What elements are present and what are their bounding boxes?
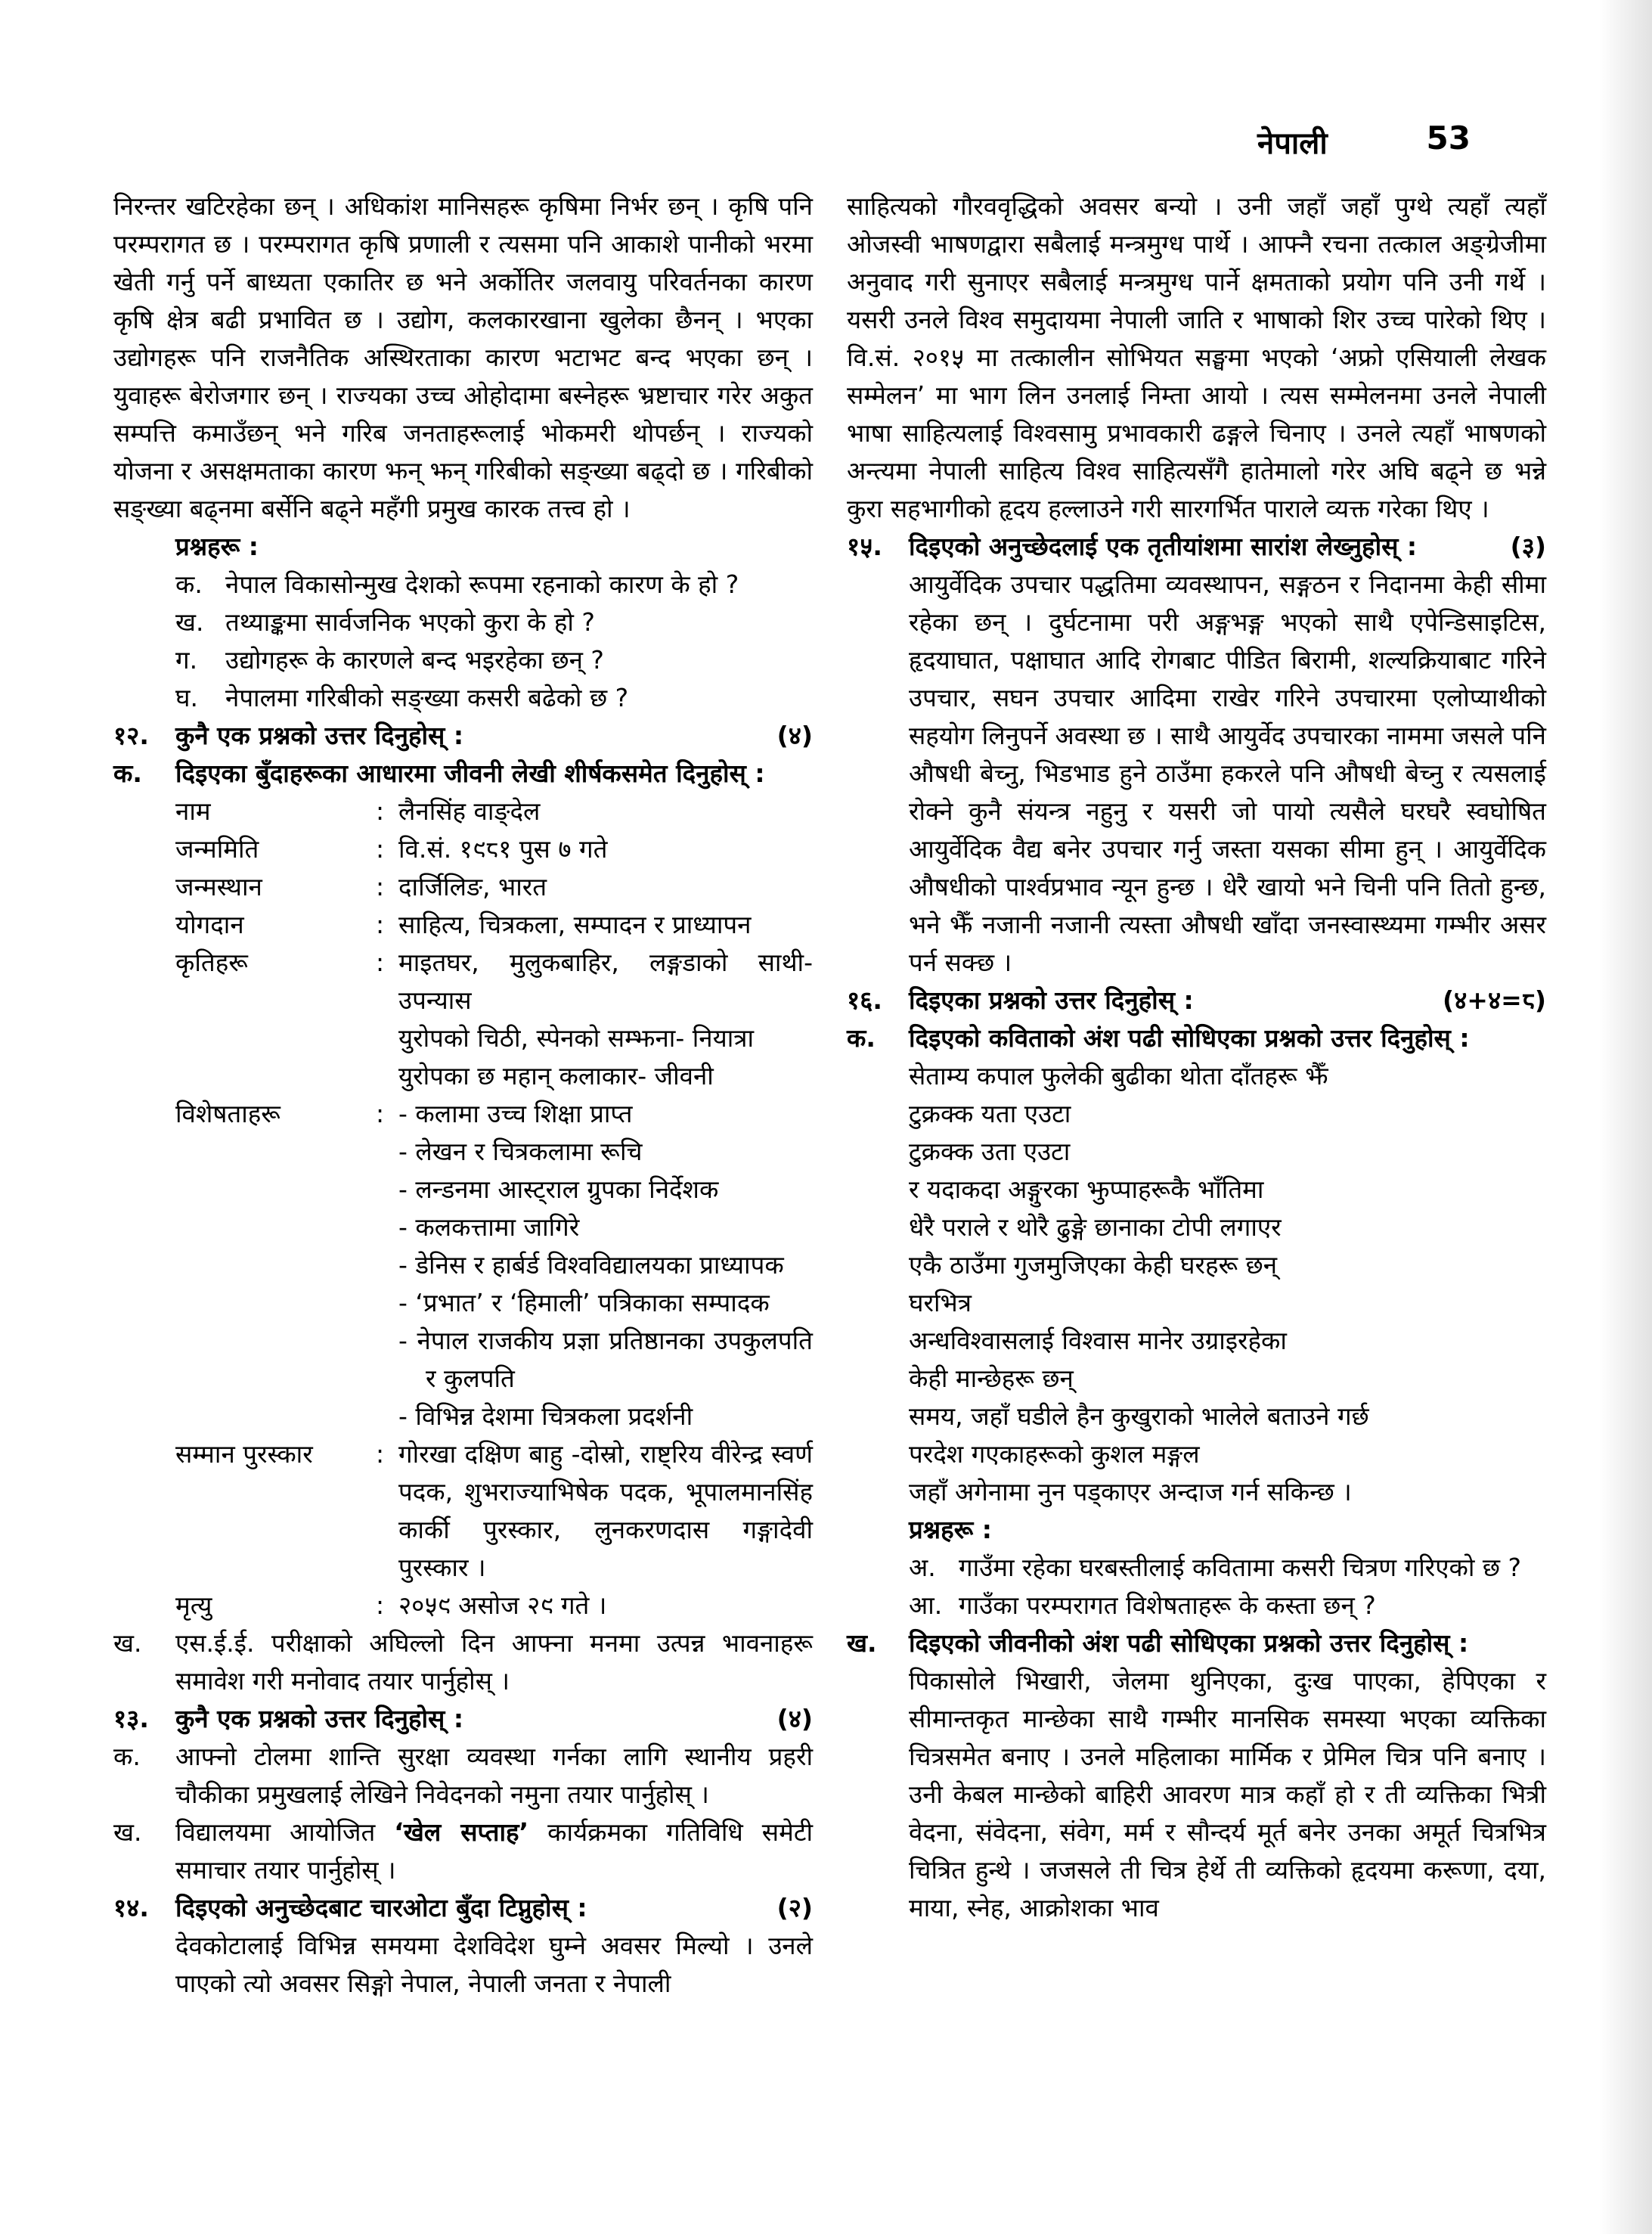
question-13-heading [113, 1700, 813, 1738]
question-12-heading [113, 717, 813, 755]
bio-value [398, 1587, 813, 1624]
bio-colon: : [376, 1590, 385, 1620]
question-marker: ग. [175, 645, 198, 675]
bio-value-line: वि.सं. १९८१ पुस ७ गते [398, 834, 608, 864]
bio-value-line: - नेपाल राजकीय प्रज्ञा प्रतिष्ठानका उपकुलपति र कुलपति [398, 1326, 813, 1393]
poem-line: सेताम्य कपाल फुलेकी बुढीका थोता दाँतहरू झैँ [909, 1061, 1328, 1091]
bio-value-line: दार्जिलिङ, भारत [398, 872, 547, 901]
question-marker: ख. [113, 1628, 142, 1658]
question-number: १६. [847, 985, 882, 1015]
question-12a-heading [113, 755, 813, 793]
bio-value-line: २०५९ असोज २९ गते । [398, 1590, 607, 1620]
bio-label: नाम [175, 796, 211, 826]
question-title: कुनै एक प्रश्नको उत्तर दिनुहोस् : [175, 1704, 464, 1733]
question-text-bold-segment: ‘खेल सप्ताह’ [394, 1817, 529, 1847]
bio-value-line: - विभिन्न देशमा चित्रकला प्रदर्शनी [398, 1401, 693, 1431]
question-number: १२. [113, 721, 149, 750]
bio-row-works [113, 944, 813, 1095]
page-number: 53 [1426, 119, 1471, 157]
question-marker: अ. [909, 1553, 936, 1582]
bio-value-line: साहित्य, चित्रकला, सम्पादन र प्राध्यापन [398, 910, 752, 939]
bio-value [398, 1435, 813, 1587]
left-column [113, 188, 813, 2003]
bio-label: कृतिहरू [175, 948, 248, 977]
passage-paragraph: पिकासोले भिखारी, जेलमा थुनिएका, दुःख पाएका, हेपिएका र सीमान्तकृत मान्छेका साथै गम्भीर मानसिक समस्या भएका व्यक्तिका चित्रसमेत बनाए । उनले महिलाका मार्मिक र प्रेमिल चित्र पनि बनाए । उनी केबल मान्छेको बाहिरी आवरण मात्र कहाँ हो र ती व्यक्तिका भित्री वेदना, संवेदना, संवेग, मर्म र सौन्दर्य मूर्त बनेर उनका अमूर्त चित्रभित्र चित्रित हुन्थे । जजसले ती चित्र हेर्थे ती व्यक्तिको हृदयमा करूणा, दया, माया, स्नेह, आक्रोशका भाव [909, 1666, 1546, 1922]
bio-value-line: - कलकत्तामा जागिरे [398, 1212, 580, 1242]
questions-label: प्रश्नहरू : [909, 1515, 992, 1544]
bio-value-line: युरोपका छ महान् कलाकार- जीवनी [398, 1061, 714, 1091]
question-16a-heading [847, 1019, 1546, 1057]
bio-value [398, 868, 813, 906]
question-number: १४. [113, 1893, 149, 1922]
subject-title: नेपाली [1257, 126, 1328, 161]
question-text: नेपाल विकासोन्मुख देशको रूपमा रहनाको कारण के हो ? [225, 569, 739, 599]
question-marks: (४) [776, 1704, 813, 1733]
question-marks: (४+४=८) [1443, 985, 1546, 1015]
question-text: नेपालमा गरिबीको सङ्ख्या कसरी बढेको छ ? [225, 683, 629, 712]
question-14-heading [113, 1889, 813, 1927]
question-text: गाउँमा रहेका घरबस्तीलाई कवितामा कसरी चित्रण गरिएको छ ? [959, 1553, 1522, 1582]
question-text-segment: कार्यक्रमका गतिविधि समेटी समाचार तयार पार्नुहोस् । [175, 1817, 813, 1885]
question-13b-item [113, 1814, 813, 1889]
question-title: दिइएका प्रश्नको उत्तर दिनुहोस् : [909, 985, 1194, 1015]
question-title: दिइएको अनुच्छेदबाट चारओटा बुँदा टिप्नुहोस् : [175, 1893, 587, 1922]
bio-value [398, 944, 813, 1095]
question-item-gha [113, 679, 813, 717]
question-title: दिइएको अनुच्छेदलाई एक तृतीयांशमा सारांश लेख्नुहोस् : [909, 532, 1418, 561]
bio-colon: : [376, 1099, 385, 1128]
two-column-layout [113, 188, 1546, 2003]
bio-value-line: माइतघर, मुलुकबाहिर, लङ्गडाको साथी- उपन्यास [398, 948, 813, 1015]
bio-label: योगदान [175, 910, 244, 939]
question-marker: ख. [847, 1628, 877, 1658]
bio-label: मृत्यु [175, 1590, 212, 1620]
question-title: दिइएको जीवनीको अंश पढी सोधिएका प्रश्नको उत्तर दिनुहोस् : [909, 1628, 1469, 1658]
bio-colon: : [376, 910, 385, 939]
question-marker: ख. [175, 607, 204, 637]
question-text-segment: विद्यालयमा आयोजित [175, 1817, 395, 1847]
question-marker: क. [113, 759, 142, 788]
question-marker: घ. [175, 683, 198, 712]
question-marker: क. [113, 1742, 141, 1771]
question-marks: (२) [776, 1893, 813, 1922]
question-12b-item [113, 1624, 813, 1700]
question-text: आफ्नो टोलमा शान्ति सुरक्षा व्यवस्था गर्नका लागि स्थानीय प्रहरी चौकीका प्रमुखलाई लेखिने निवेदनको नमुना तयार पार्नुहोस् । [175, 1742, 813, 1809]
bio-colon: : [376, 948, 385, 977]
question-16b-heading [847, 1624, 1546, 1662]
poem-line: परदेश गएकाहरूको कुशल मङ्गल [909, 1439, 1200, 1469]
poem-line: टुक्रक्क उता एउटा [909, 1137, 1071, 1166]
bio-colon: : [376, 872, 385, 901]
question-marker: क. [175, 569, 203, 599]
bio-value-line: - कलामा उच्च शिक्षा प्राप्त [398, 1099, 633, 1128]
question-marks: (३) [1510, 532, 1546, 561]
bio-colon: : [376, 796, 385, 826]
question-marker: आ. [909, 1590, 943, 1620]
page-header [113, 113, 1546, 174]
bio-value [398, 793, 813, 830]
question-text: एस.ई.ई. परीक्षाको अघिल्लो दिन आफ्ना मनमा उत्पन्न भावनाहरू समावेश गरी मनोवाद तयार पार्नुहोस् । [175, 1628, 813, 1696]
bio-label: सम्मान पुरस्कार [175, 1439, 313, 1469]
question-marks: (४) [776, 721, 813, 750]
bio-value-line: गोरखा दक्षिण बाहु -दोस्रो, राष्ट्रिय वीरेन्द्र स्वर्ण पदक, शुभराज्याभिषेक पदक, भूपालमानसिंह कार्की पुरस्कार, लुनकरणदास गङ्गादेवी पुरस्कार । [398, 1439, 813, 1582]
question-15-heading [847, 528, 1546, 566]
bio-row-features [113, 1095, 813, 1435]
poem-line: धेरै पराले र थोरै ढुङ्गे छानाका टोपी लगाएर [909, 1212, 1282, 1242]
sub-question-a [847, 1549, 1546, 1587]
question-title: कुनै एक प्रश्नको उत्तर दिनुहोस् : [175, 721, 464, 750]
poem-line: जहाँ अगेनामा नुन पड्काएर अन्दाज गर्न सकिन्छ । [909, 1477, 1352, 1506]
bio-value-line: - डेनिस र हार्बर्ड विश्वविद्यालयका प्राध्यापक [398, 1250, 784, 1280]
bio-label: जन्मस्थान [175, 872, 262, 901]
questions-label: प्रश्नहरू : [175, 532, 259, 561]
poem-line: केही मान्छेहरू छन् [909, 1364, 1074, 1393]
poem-line: अन्धविश्वासलाई विश्वास मानेर उग्राइरहेका [909, 1326, 1287, 1355]
passage-paragraph: आयुर्वेदिक उपचार पद्धतिमा व्यवस्थापन, सङ्गठन र निदानमा केही सीमा रहेका छन् । दुर्घटनामा परी अङ्गभङ्ग भएको साथै एपेन्डिसाइटिस, हृदयाघात, पक्षाघात आदि रोगबाट पीडित बिरामी, शल्यक्रियाबाट गरिने उपचार, सघन उपचार आदिमा राखेर गरिने उपचारमा एलोप्याथीको सहयोग लिनुपर्ने अवस्था छ । साथै आयुर्वेद उपचारका नाममा जसले पनि औषधी बेच्नु, भिडभाड हुने ठाउँमा हकरले पनि औषधी बेच्नु र त्यसलाई रोक्ने कुनै संयन्त्र नहुनु र यसरी जो पायो त्यसैले घरघरै स्वघोषित आयुर्वेदिक वैद्य बनेर उपचार गर्नु जस्ता यसका सीमा हुन् । आयुर्वेदिक औषधीको पार्श्वप्रभाव न्यून हुन्छ । धेरै खायो भने चिनी पनि तितो हुन्छ, भने झैँ नजानी नजानी त्यस्ता औषधी खाँदा जनस्वास्थ्यमा गम्भीर असर पर्न सक्छ । [909, 569, 1546, 977]
bio-colon: : [376, 1439, 385, 1469]
bio-value [398, 906, 813, 944]
question-text: तथ्याङ्कमा सार्वजनिक भएको कुरा के हो ? [225, 607, 595, 637]
poem-block [847, 1057, 1546, 1511]
bio-row-birthplace [113, 868, 813, 906]
question-marker: ख. [113, 1817, 142, 1847]
question-number: १३. [113, 1704, 149, 1733]
bio-value-line: - लेखन र चित्रकलामा रूचि [398, 1137, 643, 1166]
bio-label: जन्ममिति [175, 834, 259, 864]
bio-label: विशेषताहरू [175, 1099, 280, 1128]
question-number: १५. [847, 532, 882, 561]
bio-row-contribution [113, 906, 813, 944]
question-text: उद्योगहरू के कारणले बन्द भइरहेका छन् ? [225, 645, 604, 675]
continued-paragraph: साहित्यको गौरववृद्धिको अवसर बन्यो । उनी जहाँ जहाँ पुग्थे त्यहाँ त्यहाँ ओजस्वी भाषणद्वारा सबैलाई मन्त्रमुग्ध पार्थे । आफ्नै रचना तत्काल अङ्ग्रेजीमा अनुवाद गरी सुनाएर सबैलाई मन्त्रमुग्ध पार्ने क्षमताको प्रयोग पनि उनी गर्थे । यसरी उनले विश्व समुदायमा नेपाली जाति र भाषाको शिर उच्च पारेको थिए । वि.सं. २०१५ मा तत्कालीन सोभियत सङ्घमा भएको ‘अफ्रो एसियाली लेखक सम्मेलन’ मा भाग लिन उनलाई निम्ता आयो । त्यस सम्मेलनमा उनले नेपाली भाषा साहित्यलाई विश्वसामु प्रभावकारी ढङ्गले चिनाए । उनले त्यहाँ भाषणको अन्त्यमा नेपाली साहित्य विश्व साहित्यसँगै हातेमालो गरेर अघि बढ्ने छ भन्ने कुरा सहभागीको हृदय हल्लाउने गरी सारगर्भित पाराले व्यक्त गरेका थिए । [847, 191, 1546, 523]
poem-line: टुक्रक्क यता एउटा [909, 1099, 1071, 1128]
question-title: दिइएको कविताको अंश पढी सोधिएका प्रश्नको उत्तर दिनुहोस् : [909, 1023, 1470, 1053]
bio-value-line: युरोपको चिठी, स्पेनको सम्झना- नियात्रा [398, 1023, 755, 1053]
question-item-ga [113, 641, 813, 679]
right-column [847, 188, 1546, 2003]
continued-paragraph: निरन्तर खटिरहेका छन् । अधिकांश मानिसहरू कृषिमा निर्भर छन् । कृषि पनि परम्परागत छ । परम्परागत कृषि प्रणाली र त्यसमा पनि आकाशे पानीको भरमा खेती गर्नु पर्ने बाध्यता एकातिर छ भने अर्कोतिर जलवायु परिवर्तनका कारण कृषि क्षेत्र बढी प्रभावित छ । उद्योग, कलकारखाना खुलेका छैनन् । भएका उद्योगहरू पनि राजनैतिक अस्थिरताका कारण भटाभट बन्द भएका छन् । युवाहरू बेरोजगार छन् । राज्यका उच्च ओहोदामा बस्नेहरू भ्रष्टाचार गरेर अकुत सम्पत्ति कमाउँछन् भने गरिब जनताहरूलाई भोकमरी थोपर्छन् । राज्यको योजना र असक्षमताका कारण झन् झन् गरिबीको सङ्ख्या बढ्दो छ । गरिबीको सङ्ख्या बढ्नमा बर्सेनि बढ्ने महँगी प्रमुख कारक तत्त्व हो । [113, 191, 813, 523]
bio-row-name [113, 793, 813, 830]
poem-line: समय, जहाँ घडीले हैन कुखुराको भालेले बताउने गर्छ [909, 1401, 1369, 1431]
question-item-ka [113, 566, 813, 603]
bio-row-birthdate [113, 830, 813, 868]
question-text: गाउँका परम्परागत विशेषताहरू के कस्ता छन् ? [959, 1590, 1376, 1620]
bio-colon: : [376, 834, 385, 864]
bio-row-awards [113, 1435, 813, 1587]
question-13a-item [113, 1738, 813, 1814]
bio-row-death [113, 1587, 813, 1624]
poem-line: र यदाकदा अङ्गुरका झुप्पाहरूकै भाँतिमा [909, 1174, 1264, 1204]
question-marker: क. [847, 1023, 876, 1053]
bio-value-line: - ‘प्रभात’ र ‘हिमाली’ पत्रिकाका सम्पादक [398, 1288, 770, 1317]
bio-value-line: लैनसिंह वाङ्देल [398, 796, 541, 826]
poem-line: एकै ठाउँमा गुजमुजिएका केही घरहरू छन् [909, 1250, 1278, 1280]
sub-question-aa [847, 1587, 1546, 1624]
question-item-kha [113, 603, 813, 641]
question-title: दिइएका बुँदाहरूका आधारमा जीवनी लेखी शीर्षकसमेत दिनुहोस् : [175, 759, 765, 788]
passage-paragraph: देवकोटालाई विभिन्न समयमा देशविदेश घुम्ने अवसर मिल्यो । उनले पाएको त्यो अवसर सिङ्गो नेपाल, नेपाली जनता र नेपाली [175, 1931, 813, 1998]
question-16-heading [847, 982, 1546, 1019]
poem-line: घरभित्र [909, 1288, 972, 1317]
question-text [175, 1814, 813, 1889]
bio-value [398, 1095, 813, 1435]
bio-value-line: - लन्डनमा आस्ट्राल ग्रुपका निर्देशक [398, 1174, 719, 1204]
bio-value [398, 830, 813, 868]
